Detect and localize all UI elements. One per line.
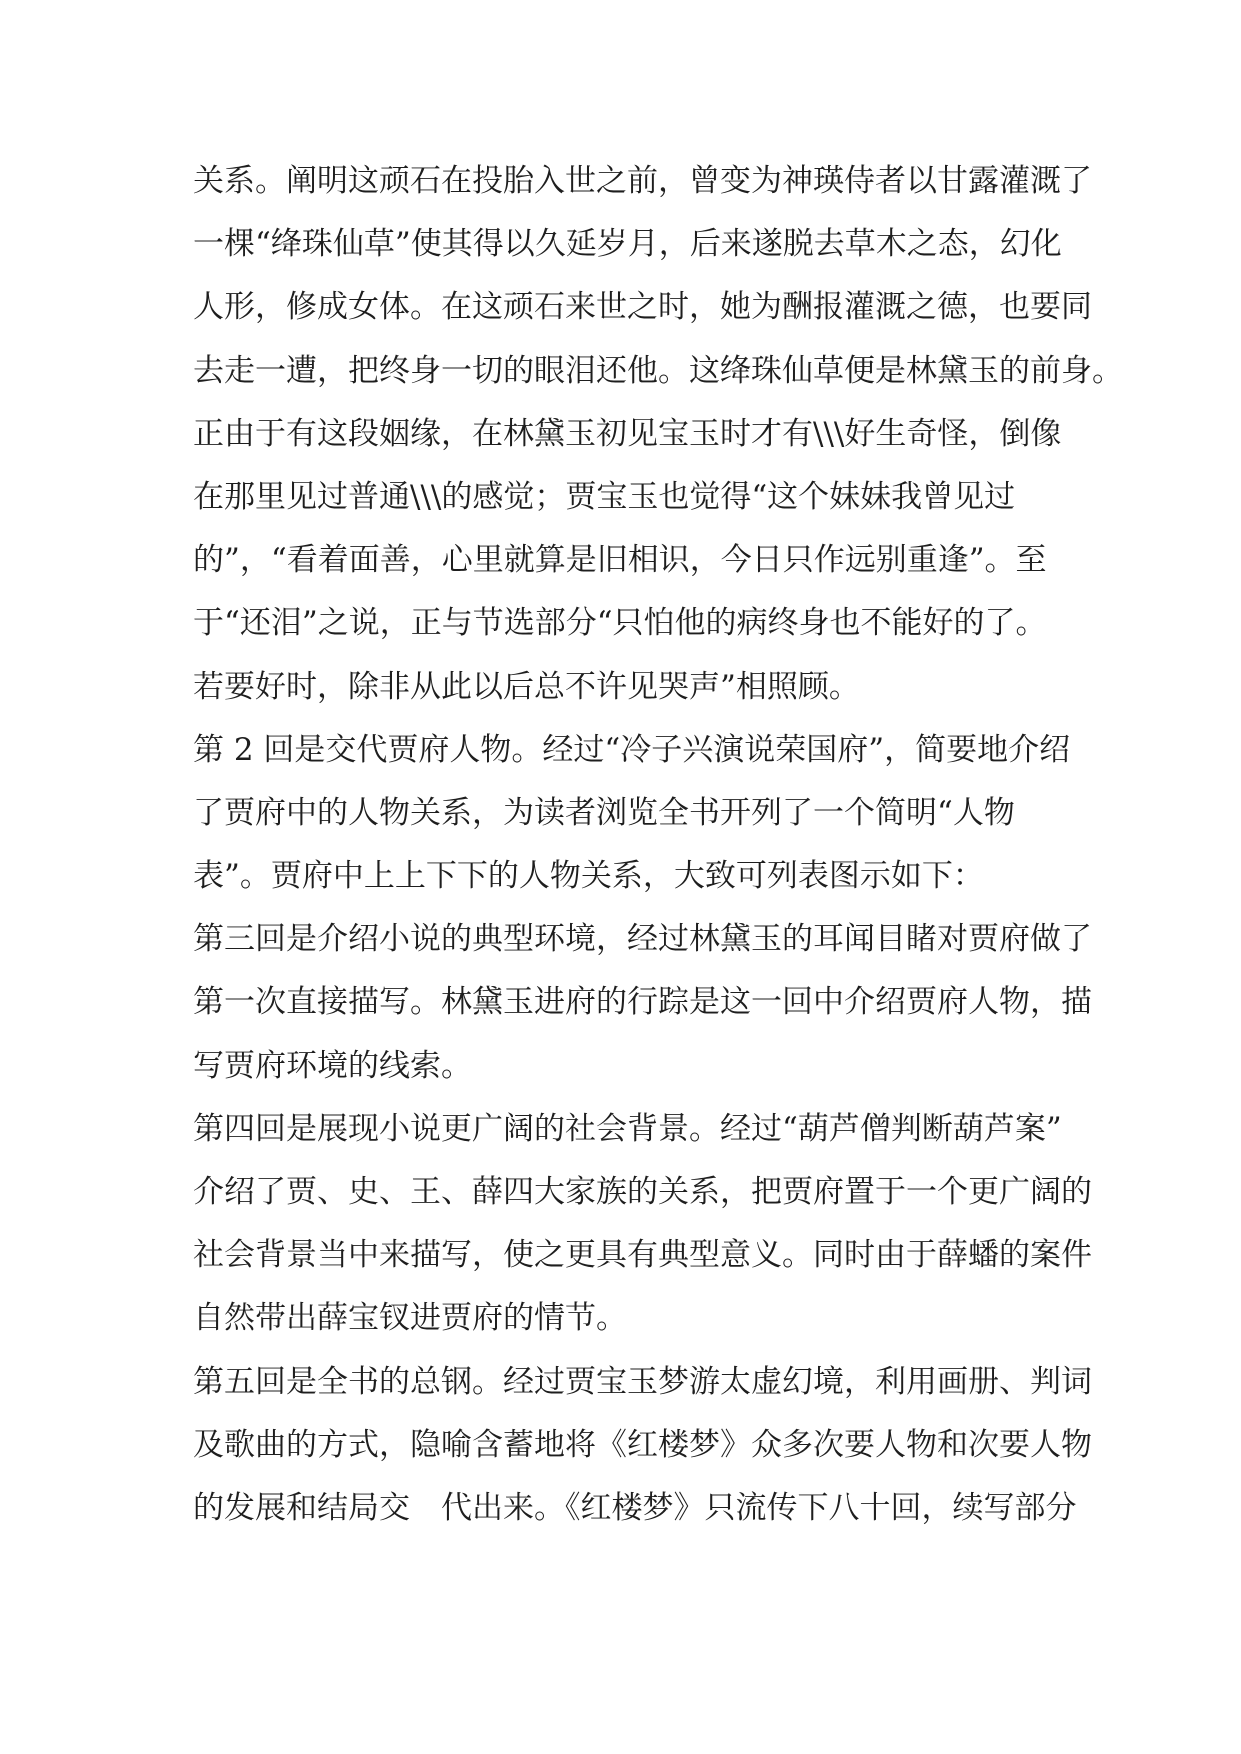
body-text [193, 150, 1123, 1540]
text-line: 第三回是介绍小说的典型环境，经过林黛玉的耳闻目睹对贾府做了 [193, 921, 1092, 958]
text-line: 在那里见过普通\\\的感觉；贾宝玉也觉得“这个妹妹我曾见过 [193, 478, 1016, 515]
text-line: 第 2 回是交代贾府人物。经过“冷子兴演说荣国府”，简要地介绍 [193, 731, 1071, 768]
text-line: 于“还泪”之说，正与节选部分“只怕他的病终身也不能好的了。 [193, 605, 1047, 642]
text-line: 关系。阐明这顽石在投胎入世之前，曾变为神瑛侍者以甘露灌溉了 [193, 163, 1092, 199]
text-line: 的发展和结局交 代出来。《红楼梦》只流传下八十回，续写部分 [193, 1489, 1077, 1526]
text-line: 人形，修成女体。在这顽石来世之时，她为酬报灌溉之德，也要同 [193, 289, 1092, 326]
text-line: 第一次直接描写。林黛玉进府的行踪是这一回中介绍贾府人物，描 [193, 984, 1092, 1021]
text-line: 若要好时，除非从此以后总不许见哭声”相照顾。 [193, 668, 860, 705]
text-line: 表”。贾府中上上下下的人物关系，大致可列表图示如下： [193, 858, 984, 895]
text-line: 去走一遭，把终身一切的眼泪还他。这绛珠仙草便是林黛玉的前身。 [193, 352, 1123, 389]
text-line: 正由于有这段姻缘，在林黛玉初见宝玉时才有\\\好生奇怪，倒像 [193, 415, 1062, 452]
text-line: 一棵“绛珠仙草”使其得以久延岁月，后来遂脱去草木之态，幻化 [193, 226, 1062, 263]
text-line: 第四回是展现小说更广阔的社会背景。经过“葫芦僧判断葫芦案” [193, 1110, 1062, 1147]
text-line: 了贾府中的人物关系，为读者浏览全书开列了一个简明“人物 [193, 794, 1015, 831]
text-line: 的”，“看着面善，心里就算是旧相识，今日只作远别重逢”。至 [193, 542, 1047, 579]
text-line: 第五回是全书的总钢。经过贾宝玉梦游太虚幻境，利用画册、判词 [193, 1363, 1092, 1400]
text-line: 社会背景当中来描写，使之更具有典型意义。同时由于薛蟠的案件 [193, 1237, 1092, 1274]
text-line: 及歌曲的方式，隐喻含蓄地将《红楼梦》众多次要人物和次要人物 [193, 1426, 1092, 1463]
text-line: 写贾府环境的线索。 [193, 1047, 472, 1084]
text-line: 介绍了贾、史、王、薛四大家族的关系，把贾府置于一个更广阔的 [193, 1174, 1092, 1210]
text-line: 自然带出薛宝钗进贾府的情节。 [193, 1300, 627, 1337]
